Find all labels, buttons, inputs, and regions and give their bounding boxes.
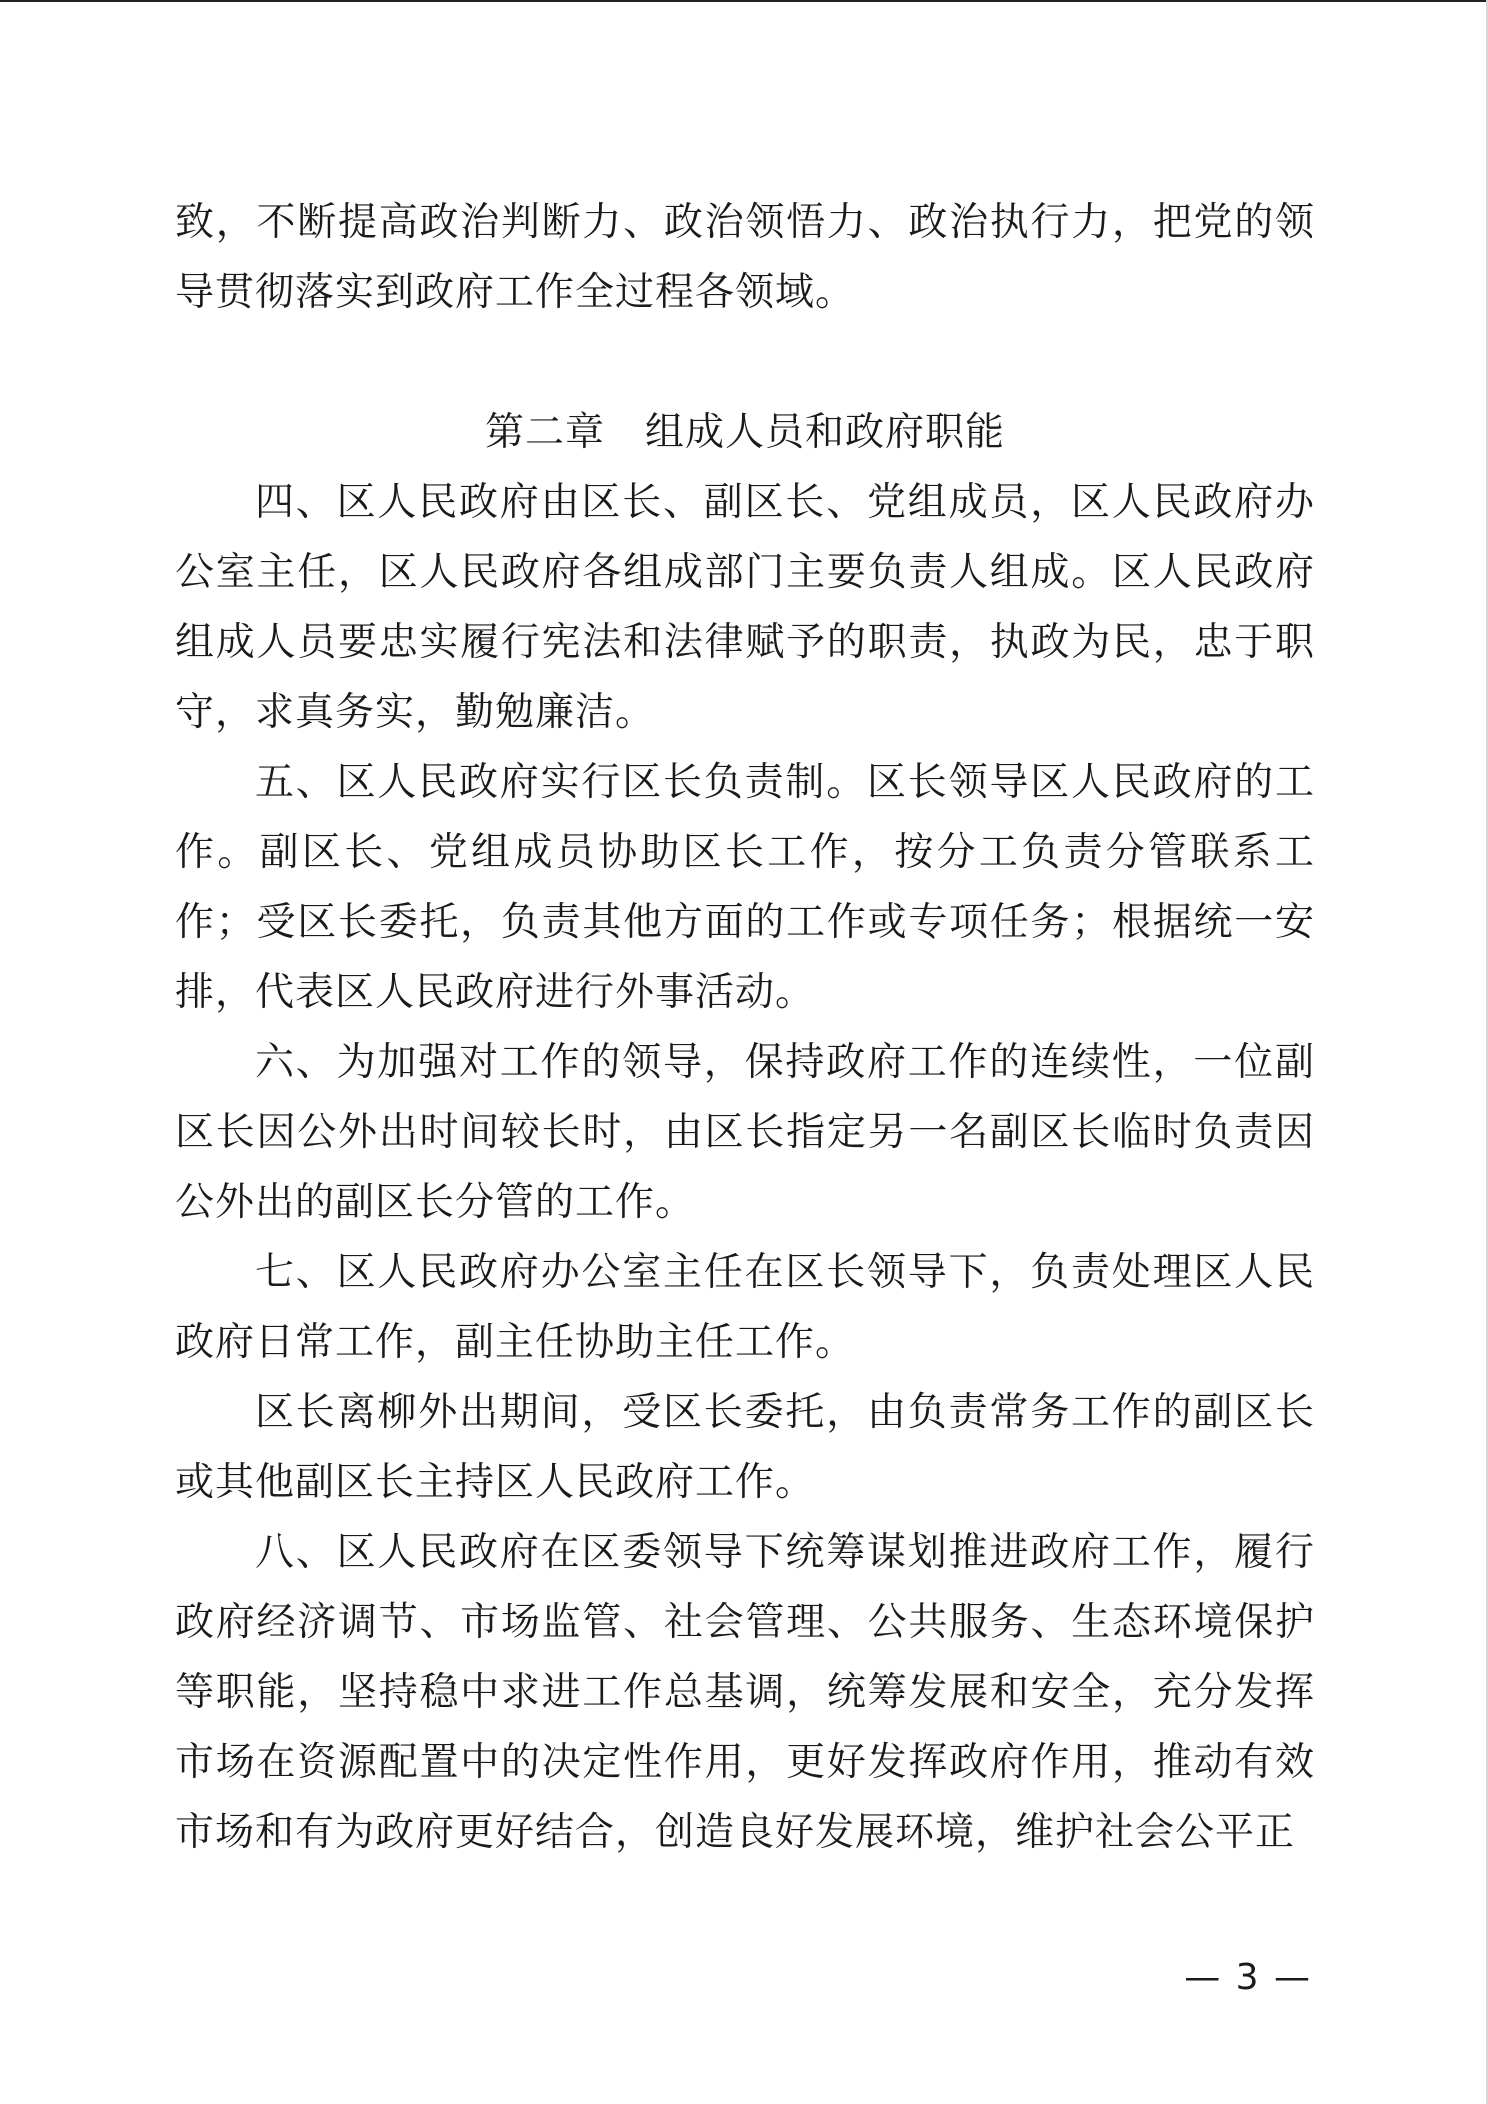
document-body (175, 188, 1315, 1868)
page-number: — 3 — (1184, 1957, 1312, 1998)
chapter-title: 第二章 组成人员和政府职能 (484, 410, 1005, 455)
paragraph-article-7: 七、区人民政府办公室主任在区长领导下，负责处理区人民政府日常工作，副主任协助主任工作。 (175, 1250, 1315, 1365)
paragraph-article-6: 六、为加强对工作的领导，保持政府工作的连续性，一位副区长因公外出时间较长时，由区长指定另一名副区长临时负责因公外出的副区长分管的工作。 (175, 1040, 1315, 1225)
page-top-edge (0, 0, 1488, 2)
section-spacer (175, 328, 1315, 398)
paragraph-article-7-supplement: 区长离柳外出期间，受区长委托，由负责常务工作的副区长或其他副区长主持区人民政府工作。 (175, 1390, 1315, 1505)
paragraph-article-8: 八、区人民政府在区委领导下统筹谋划推进政府工作，履行政府经济调节、市场监管、社会管理、公共服务、生态环境保护等职能，坚持稳中求进工作总基调，统筹发展和安全，充分发挥市场在资源配置中的决定性作用，更好发挥政府作用，推动有效市场和有为政府更好结合，创造良好发展环境，维护社会公平正 (175, 1530, 1315, 1855)
paragraph-continued: 致，不断提高政治判断力、政治领悟力、政治执行力，把党的领导贯彻落实到政府工作全过程各领域。 (175, 200, 1315, 315)
paragraph-article-5: 五、区人民政府实行区长负责制。区长领导区人民政府的工作。副区长、党组成员协助区长工作，按分工负责分管联系工作；受区长委托，负责其他方面的工作或专项任务；根据统一安排，代表区人民政府进行外事活动。 (175, 760, 1315, 1015)
paragraph-article-4: 四、区人民政府由区长、副区长、党组成员，区人民政府办公室主任，区人民政府各组成部门主要负责人组成。区人民政府组成人员要忠实履行宪法和法律赋予的职责，执政为民，忠于职守，求真务实，勤勉廉洁。 (175, 480, 1315, 735)
